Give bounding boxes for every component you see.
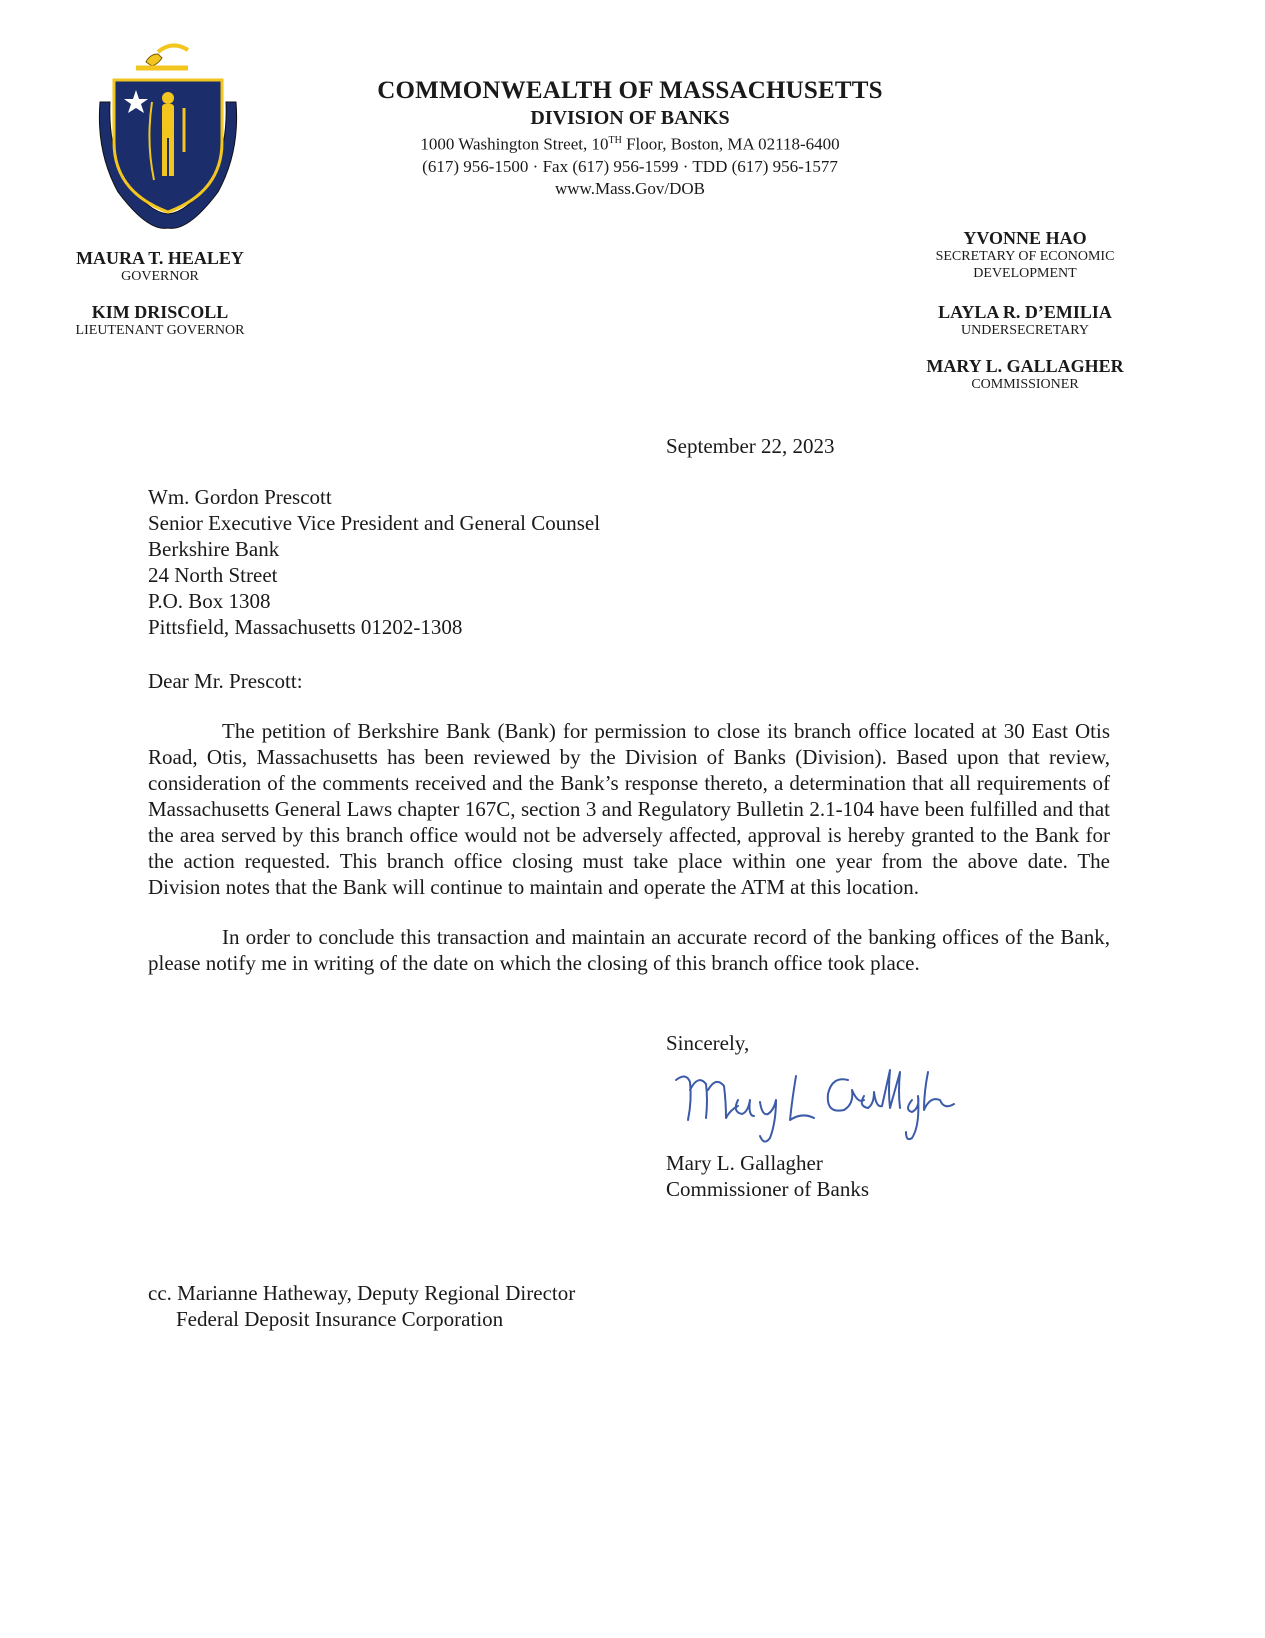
cc-line: Federal Deposit Insurance Corporation [176,1307,504,1331]
commonwealth-title: COMMONWEALTH OF MASSACHUSETTS [377,77,883,104]
official-undersecretary: LAYLA R. D’EMILIA UNDERSECRETARY [938,302,1112,338]
signer-block [666,1150,869,1202]
letterhead [300,76,960,200]
closing: Sincerely, [666,1031,750,1055]
salutation: Dear Mr. Prescott: [148,669,303,693]
letter-body [148,718,1110,1000]
recipient-line: Wm. Gordon Prescott [148,485,332,509]
handwritten-signature [668,1060,968,1150]
letter-date: September 22, 2023 [666,434,835,458]
signer-name: Mary L. Gallagher [666,1151,823,1175]
cc-block [148,1280,575,1332]
official-secretary: YVONNE HAO SECRETARY OF ECONOMIC DEVELOPMENT [935,228,1115,281]
official-governor: MAURA T. HEALEY GOVERNOR [76,248,244,284]
recipient-line: Senior Executive Vice President and General Counsel [148,511,601,535]
body-paragraph-2: In order to conclude this transaction and maintain an accurate record of the banking offices of the Bank, please notify me in writing of the date on which the closing of this branch office took place. [148,925,1110,975]
division-title: DIVISION OF BANKS [530,107,730,129]
agency-phones: (617) 956-1500 · Fax (617) 956-1599 · TDD (617) 956-1577 [422,156,838,176]
recipient-line: 24 North Street [148,563,278,587]
official-commissioner: MARY L. GALLAGHER COMMISSIONER [926,356,1124,392]
recipient-line: Berkshire Bank [148,537,280,561]
massachusetts-seal-icon [88,32,248,240]
cc-line: cc. Marianne Hatheway, Deputy Regional Director [148,1281,576,1305]
recipient-address [148,484,600,640]
official-lt-governor: KIM DRISCOLL LIEUTENANT GOVERNOR [75,302,245,338]
recipient-line: P.O. Box 1308 [148,589,271,613]
body-paragraph-1: The petition of Berkshire Bank (Bank) for permission to close its branch office located at 30 East Otis Road, Otis, Massachusetts has been reviewed by the Division of Banks (Division). Based upon that review, consideration of the comments received and the Bank’s response thereto, a determination that all requirements of Massachusetts General Laws chapter 167C, section 3 and Regulatory Bulletin 2.1-104 have been fulfilled and that the area served by this branch office would not be adversely affected, approval is hereby granted to the Bank for the action requested. This branch office closing must take place within one year from the above date. The Division notes that the Bank will continue to maintain and operate the ATM at this location. [148,719,1110,899]
agency-address: 1000 Washington Street, 10TH Floor, Boston, MA 02118-6400 [420,134,840,154]
recipient-line: Pittsfield, Massachusetts 01202-1308 [148,615,463,639]
agency-website: www.Mass.Gov/DOB [554,178,705,198]
signer-title: Commissioner of Banks [666,1177,869,1201]
